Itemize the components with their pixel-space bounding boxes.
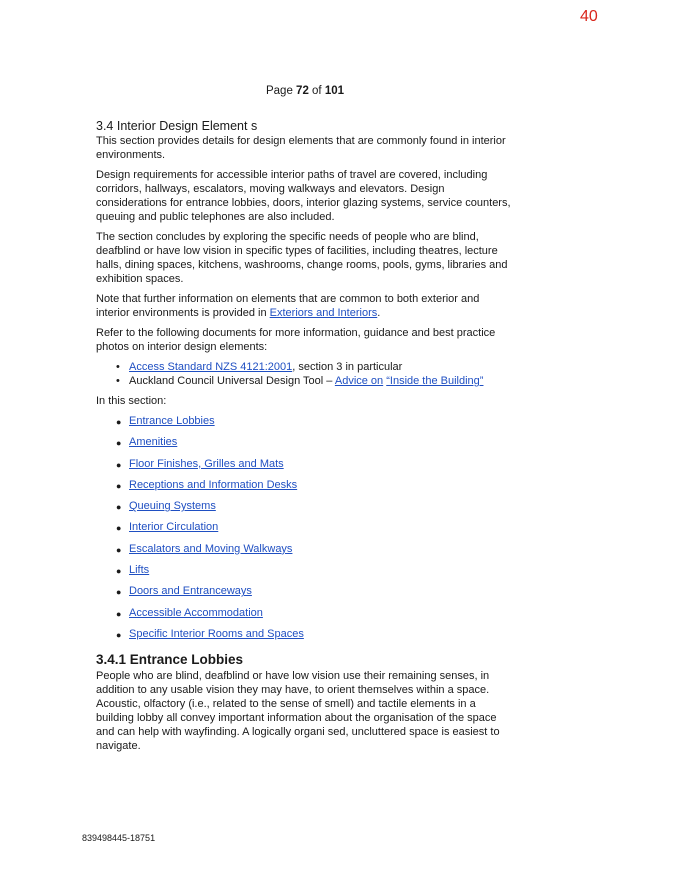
toc-link-escalators[interactable]: Escalators and Moving Walkways (129, 542, 293, 555)
further-info-end: . (377, 307, 381, 319)
bullet-icon: ● (116, 417, 122, 427)
paragraph-specific-needs: The section concludes by exploring the specific needs of people who are blind, deafblind or have low vision in specific types of facilities, including theatres, lecture halls, dining spaces, kitchens, washrooms, change rooms, pools, gyms, libraries and exhibition spaces. (96, 231, 508, 285)
bullet-icon: ● (116, 629, 122, 640)
page-prefix: Page (265, 85, 297, 97)
toc-link-floor-finishes[interactable]: Floor Finishes, Grilles and Mats (129, 457, 284, 470)
toc-link-specific-rooms[interactable]: Specific Interior Rooms and Spaces (129, 627, 304, 640)
reference-item (116, 360, 516, 374)
current-page-number: 72 (296, 85, 309, 97)
toc-link-entrance-lobbies[interactable]: Entrance Lobbies (129, 415, 215, 427)
subsection-title: 3.4.1 Entrance Lobbies (96, 652, 244, 668)
bullet-icon: ● (116, 459, 122, 470)
access-standard-link[interactable]: Access Standard NZS 4121:2001 (129, 361, 293, 373)
document-id-footer: 839498445-18751 (82, 833, 156, 843)
bullet-icon: ● (116, 523, 122, 534)
reference-prefix: Auckland Council Universal Design Tool – (129, 375, 335, 387)
toc-item (116, 520, 516, 541)
bullet-icon: ● (116, 608, 122, 619)
section-title: 3.4 Interior Design Element s (96, 119, 258, 133)
in-this-section-label: In this section: (96, 395, 167, 407)
reference-suffix: , section 3 in particular (292, 361, 403, 373)
bullet-icon: ● (116, 480, 122, 491)
toc-link-interior-circulation[interactable]: Interior Circulation (129, 521, 219, 534)
toc-link-doors[interactable]: Doors and Entranceways (129, 585, 252, 598)
paragraph-entrance-lobbies: People who are blind, deafblind or have low vision use their remaining senses, in addition to any usable vision they may have, to orient themselves within a space. Acoustic, olfactory (i.e., related to the sense of smell) and tactile elements in a building lobby all convey important information about the organisation of the space and can help with wayfinding. A logically organi sed, uncluttered space is easiest to navigate. (96, 670, 500, 753)
bullet-icon: • (116, 375, 120, 387)
bullet-icon: ● (116, 587, 122, 598)
paragraph-paths-of-travel: Design requirements for accessible interior paths of travel are covered, including corridors, hallways, escalators, moving walkways and elevators. Design considerations for entrance lobbies, doors, interior glazing systems, service counters, queuing and public telephones are also included. (96, 169, 511, 223)
toc-item (116, 499, 516, 520)
section-intro: This section provides details for design elements that are commonly found in interior environments. (96, 135, 506, 161)
page-stamp-number: 40 (580, 8, 598, 25)
toc-item (116, 414, 516, 435)
bullet-icon: ● (116, 438, 122, 449)
bullet-icon: ● (116, 566, 122, 577)
paragraph-further-info (96, 292, 516, 320)
toc-link-lifts[interactable]: Lifts (129, 564, 150, 577)
toc-item (116, 606, 516, 627)
total-page-count: 101 (324, 85, 345, 97)
bullet-icon: ● (116, 544, 122, 555)
toc-item (116, 435, 516, 456)
exteriors-interiors-link[interactable]: Exteriors and Interiors (269, 307, 378, 319)
page-number-header (0, 85, 610, 97)
paragraph-refer-documents: Refer to the following documents for more information, guidance and best practice photos on interior design elements: (96, 327, 496, 353)
advice-on-link[interactable]: Advice on (334, 375, 384, 387)
section-contents-list (96, 414, 516, 648)
toc-link-accessible-accommodation[interactable]: Accessible Accommodation (129, 606, 263, 619)
toc-item (116, 627, 516, 648)
further-info-text: Note that further information on elements that are common to both exterior and interior environments is provided in (96, 293, 480, 319)
toc-item (116, 563, 516, 584)
document-body (96, 119, 516, 759)
inside-the-building-link[interactable]: “Inside the Building” (386, 375, 484, 387)
bullet-icon: ● (116, 502, 122, 513)
toc-link-receptions[interactable]: Receptions and Information Desks (129, 478, 298, 491)
page-of: of (308, 85, 325, 97)
toc-item (116, 457, 516, 478)
toc-item (116, 478, 516, 499)
reference-list (96, 360, 516, 388)
reference-item (116, 374, 516, 388)
toc-item (116, 584, 516, 605)
toc-item (116, 542, 516, 563)
bullet-icon: • (116, 361, 120, 373)
toc-link-queuing-systems[interactable]: Queuing Systems (129, 500, 216, 513)
toc-link-amenities[interactable]: Amenities (129, 436, 178, 449)
